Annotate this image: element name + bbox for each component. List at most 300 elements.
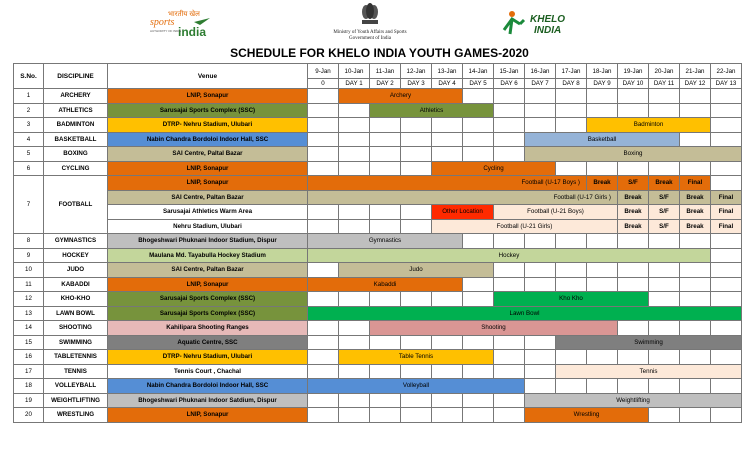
empty-day-cell <box>463 89 494 104</box>
empty-day-cell <box>339 118 370 133</box>
runner-head-icon <box>509 11 515 17</box>
schedule-row <box>14 234 742 249</box>
event-block: Break <box>618 205 649 220</box>
schedule-row <box>14 248 742 263</box>
day-cell: DAY 2 <box>370 79 401 89</box>
schedule-row <box>14 350 742 365</box>
row-number: 4 <box>14 132 44 147</box>
empty-day-cell <box>370 408 401 423</box>
empty-day-cell <box>339 219 370 234</box>
empty-day-cell <box>711 321 742 336</box>
empty-day-cell <box>587 350 618 365</box>
empty-day-cell <box>556 277 587 292</box>
day-cell: 0 <box>308 79 339 89</box>
empty-day-cell <box>308 350 339 365</box>
empty-day-cell <box>525 89 556 104</box>
day-cell: DAY 6 <box>494 79 525 89</box>
empty-day-cell <box>711 103 742 118</box>
empty-day-cell <box>463 393 494 408</box>
event-block: Final <box>711 190 742 205</box>
empty-day-cell <box>339 103 370 118</box>
event-block: Break <box>680 190 711 205</box>
empty-day-cell <box>339 161 370 176</box>
day-cell: DAY 10 <box>618 79 649 89</box>
event-block: Break <box>618 190 649 205</box>
event-block: S/F <box>649 219 680 234</box>
row-number: 17 <box>14 364 44 379</box>
row-number: 13 <box>14 306 44 321</box>
left-logo-country: india <box>178 25 207 38</box>
empty-day-cell <box>494 89 525 104</box>
empty-day-cell <box>525 277 556 292</box>
event-block: Table Tennis <box>339 350 494 365</box>
schedule-row <box>14 263 742 278</box>
row-number: 2 <box>14 103 44 118</box>
row-number: 7 <box>14 176 44 234</box>
swoosh-icon <box>194 18 210 25</box>
day-cell: DAY 7 <box>525 79 556 89</box>
empty-day-cell <box>587 89 618 104</box>
empty-day-cell <box>401 132 432 147</box>
empty-day-cell <box>494 350 525 365</box>
venue-name: Sarusajai Sports Complex (SSC) <box>108 103 308 118</box>
schedule-row <box>14 364 742 379</box>
empty-day-cell <box>308 292 339 307</box>
schedule-row <box>14 147 742 162</box>
empty-day-cell <box>587 379 618 394</box>
empty-day-cell <box>463 335 494 350</box>
venue-name: Nehru Stadium, Ulubari <box>108 219 308 234</box>
empty-day-cell <box>587 161 618 176</box>
row-number: 3 <box>14 118 44 133</box>
empty-day-cell <box>370 147 401 162</box>
discipline-name: KHO-KHO <box>44 292 108 307</box>
event-block: Kabaddi <box>308 277 463 292</box>
day-cell: DAY 11 <box>649 79 680 89</box>
empty-day-cell <box>711 350 742 365</box>
event-block: Athletics <box>370 103 494 118</box>
empty-day-cell <box>556 379 587 394</box>
empty-day-cell <box>680 292 711 307</box>
event-block: Kho Kho <box>494 292 649 307</box>
venue-name: Maulana Md. Tayabulla Hockey Stadium <box>108 248 308 263</box>
empty-day-cell <box>618 350 649 365</box>
empty-day-cell <box>308 89 339 104</box>
empty-day-cell <box>308 263 339 278</box>
empty-day-cell <box>556 263 587 278</box>
schedule-row <box>14 103 742 118</box>
date-cell: 17-Jan <box>556 64 587 79</box>
event-block: Final <box>711 219 742 234</box>
schedule-row <box>14 321 742 336</box>
row-number: 16 <box>14 350 44 365</box>
empty-day-cell <box>463 118 494 133</box>
page-title: SCHEDULE FOR KHELO INDIA YOUTH GAMES-2020 <box>230 46 529 60</box>
empty-day-cell <box>494 263 525 278</box>
event-block: Badminton <box>587 118 711 133</box>
empty-day-cell <box>370 205 401 220</box>
discipline-name: ATHLETICS <box>44 103 108 118</box>
empty-day-cell <box>401 205 432 220</box>
left-logo-brand: sports <box>150 17 175 28</box>
empty-day-cell <box>649 277 680 292</box>
schedule-table <box>13 63 742 423</box>
empty-day-cell <box>401 393 432 408</box>
discipline-name: HOCKEY <box>44 248 108 263</box>
discipline-name: FOOTBALL <box>44 176 108 234</box>
venue-name: Nabin Chandra Bordoloi Indoor Hall, SSC <box>108 379 308 394</box>
empty-day-cell <box>401 161 432 176</box>
empty-day-cell <box>525 234 556 249</box>
day-cell: DAY 8 <box>556 79 587 89</box>
empty-day-cell <box>432 292 463 307</box>
date-cell: 15-Jan <box>494 64 525 79</box>
sports-authority-logo <box>150 8 245 38</box>
empty-day-cell <box>432 335 463 350</box>
schedule-row <box>14 219 742 234</box>
row-number: 10 <box>14 263 44 278</box>
event-block: Hockey <box>308 248 711 263</box>
discipline-name: JUDO <box>44 263 108 278</box>
venue-name: Bhogeshwari Phuknani Indoor Satdium, Dispur <box>108 393 308 408</box>
empty-day-cell <box>308 393 339 408</box>
empty-day-cell <box>308 321 339 336</box>
schedule-row <box>14 306 742 321</box>
schedule-row <box>14 176 742 191</box>
discipline-header: DISCIPLINE <box>44 64 108 89</box>
venue-name: Sarusajai Sports Complex (SSC) <box>108 292 308 307</box>
empty-day-cell <box>401 118 432 133</box>
venue-name: Sarusajai Sports Complex (SSC) <box>108 306 308 321</box>
khelo-india-logo <box>500 8 580 38</box>
empty-day-cell <box>711 277 742 292</box>
empty-day-cell <box>556 103 587 118</box>
event-block: Break <box>649 176 680 191</box>
sno-header: S.No. <box>14 64 44 89</box>
empty-day-cell <box>494 132 525 147</box>
event-block: Judo <box>339 263 494 278</box>
empty-day-cell <box>401 364 432 379</box>
empty-day-cell <box>556 161 587 176</box>
empty-day-cell <box>711 234 742 249</box>
empty-day-cell <box>556 234 587 249</box>
empty-day-cell <box>339 393 370 408</box>
event-block: Break <box>587 176 618 191</box>
empty-day-cell <box>618 103 649 118</box>
event-block: S/F <box>649 205 680 220</box>
venue-name: Nabin Chandra Bordoloi Indoor Hall, SSC <box>108 132 308 147</box>
day-cell: DAY 4 <box>432 79 463 89</box>
venue-name: Tennis Court , Chachal <box>108 364 308 379</box>
empty-day-cell <box>494 234 525 249</box>
date-header-row <box>14 64 742 79</box>
discipline-name: BADMINTON <box>44 118 108 133</box>
event-block: Break <box>618 219 649 234</box>
empty-day-cell <box>339 132 370 147</box>
right-logo-line2: INDIA <box>534 25 562 36</box>
date-cell: 14-Jan <box>463 64 494 79</box>
ministry-line-1: Ministry of Youth Affairs and Sports <box>333 30 407 35</box>
empty-day-cell <box>587 277 618 292</box>
empty-day-cell <box>401 292 432 307</box>
empty-day-cell <box>618 89 649 104</box>
empty-day-cell <box>649 321 680 336</box>
date-cell: 20-Jan <box>649 64 680 79</box>
date-cell: 16-Jan <box>525 64 556 79</box>
empty-day-cell <box>339 364 370 379</box>
empty-day-cell <box>339 205 370 220</box>
empty-day-cell <box>432 118 463 133</box>
empty-day-cell <box>525 263 556 278</box>
schedule-row <box>14 118 742 133</box>
empty-day-cell <box>649 263 680 278</box>
schedule-row <box>14 379 742 394</box>
schedule-row <box>14 161 742 176</box>
event-block: Basketball <box>525 132 680 147</box>
empty-day-cell <box>370 393 401 408</box>
date-cell: 18-Jan <box>587 64 618 79</box>
empty-day-cell <box>494 103 525 118</box>
empty-day-cell <box>649 161 680 176</box>
empty-day-cell <box>463 234 494 249</box>
venue-name: Kahilipara Shooting Ranges <box>108 321 308 336</box>
empty-day-cell <box>680 263 711 278</box>
date-cell: 9-Jan <box>308 64 339 79</box>
empty-day-cell <box>711 161 742 176</box>
venue-name: LNIP, Sonapur <box>108 277 308 292</box>
empty-day-cell <box>370 219 401 234</box>
empty-day-cell <box>308 118 339 133</box>
discipline-name: VOLLEYBALL <box>44 379 108 394</box>
date-cell: 21-Jan <box>680 64 711 79</box>
empty-day-cell <box>308 103 339 118</box>
venue-name: LNIP, Sonapur <box>108 89 308 104</box>
left-logo-tagline: AUTHORITY OF INDIA <box>150 29 182 33</box>
row-number: 18 <box>14 379 44 394</box>
event-block: Football (U-21 Girls) <box>432 219 618 234</box>
event-block: Tennis <box>556 364 742 379</box>
empty-day-cell <box>401 335 432 350</box>
empty-day-cell <box>463 277 494 292</box>
empty-day-cell <box>618 234 649 249</box>
empty-day-cell <box>680 234 711 249</box>
empty-day-cell <box>618 379 649 394</box>
empty-day-cell <box>432 408 463 423</box>
empty-day-cell <box>463 408 494 423</box>
discipline-name: BASKETBALL <box>44 132 108 147</box>
event-block: S/F <box>618 176 649 191</box>
schedule-row <box>14 277 742 292</box>
empty-day-cell <box>494 118 525 133</box>
empty-day-cell <box>339 408 370 423</box>
row-number: 8 <box>14 234 44 249</box>
empty-day-cell <box>308 219 339 234</box>
event-block: Break <box>680 219 711 234</box>
date-cell: 12-Jan <box>401 64 432 79</box>
date-cell: 10-Jan <box>339 64 370 79</box>
venue-name: LNIP, Sonapur <box>108 161 308 176</box>
day-cell: DAY 1 <box>339 79 370 89</box>
venue-name: Sarusajai Athletics Warm Area <box>108 205 308 220</box>
schedule-row <box>14 89 742 104</box>
empty-day-cell <box>711 263 742 278</box>
row-number: 9 <box>14 248 44 263</box>
empty-day-cell <box>618 277 649 292</box>
venue-name: DTRP- Nehru Stadium, Ulubari <box>108 350 308 365</box>
row-number: 12 <box>14 292 44 307</box>
empty-day-cell <box>618 161 649 176</box>
empty-day-cell <box>680 89 711 104</box>
row-number: 6 <box>14 161 44 176</box>
empty-day-cell <box>308 132 339 147</box>
venue-name: SAI Centre, Paltan Bazar <box>108 190 308 205</box>
empty-day-cell <box>494 364 525 379</box>
empty-day-cell <box>339 321 370 336</box>
empty-day-cell <box>370 161 401 176</box>
empty-day-cell <box>463 132 494 147</box>
empty-day-cell <box>649 234 680 249</box>
empty-day-cell <box>680 277 711 292</box>
empty-day-cell <box>308 408 339 423</box>
empty-day-cell <box>339 335 370 350</box>
event-block: Final <box>680 176 711 191</box>
empty-day-cell <box>587 263 618 278</box>
venue-name: SAI Centre, Paltal Bazar <box>108 147 308 162</box>
date-cell: 22-Jan <box>711 64 742 79</box>
day-cell: DAY 12 <box>680 79 711 89</box>
empty-day-cell <box>525 118 556 133</box>
venue-header: Venue <box>108 64 308 89</box>
event-block: Cycling <box>432 161 556 176</box>
empty-day-cell <box>432 364 463 379</box>
event-block: Lawn Bowl <box>308 306 742 321</box>
row-number: 11 <box>14 277 44 292</box>
empty-day-cell <box>463 364 494 379</box>
event-block: Archery <box>339 89 463 104</box>
event-block: Volleyball <box>308 379 525 394</box>
row-number: 14 <box>14 321 44 336</box>
discipline-name: BOXING <box>44 147 108 162</box>
empty-day-cell <box>711 176 742 191</box>
day-cell: DAY 9 <box>587 79 618 89</box>
empty-day-cell <box>711 118 742 133</box>
empty-day-cell <box>525 379 556 394</box>
event-block: Weightlifting <box>525 393 742 408</box>
discipline-name: LAWN BOWL <box>44 306 108 321</box>
event-block: Break <box>680 205 711 220</box>
empty-day-cell <box>680 132 711 147</box>
empty-day-cell <box>711 408 742 423</box>
empty-day-cell <box>711 132 742 147</box>
empty-day-cell <box>711 248 742 263</box>
schedule-row <box>14 408 742 423</box>
empty-day-cell <box>525 364 556 379</box>
schedule-row <box>14 205 742 220</box>
empty-day-cell <box>401 219 432 234</box>
event-block: Shooting <box>370 321 618 336</box>
empty-day-cell <box>370 292 401 307</box>
empty-day-cell <box>587 103 618 118</box>
row-number: 15 <box>14 335 44 350</box>
empty-day-cell <box>308 335 339 350</box>
discipline-name: TENNIS <box>44 364 108 379</box>
right-logo-line1: KHELO <box>530 14 565 25</box>
day-cell: DAY 3 <box>401 79 432 89</box>
empty-day-cell <box>649 89 680 104</box>
discipline-name: SHOOTING <box>44 321 108 336</box>
event-block: Wrestling <box>525 408 649 423</box>
empty-day-cell <box>680 161 711 176</box>
venue-name: LNIP, Sonapur <box>108 408 308 423</box>
discipline-name: CYCLING <box>44 161 108 176</box>
row-number: 5 <box>14 147 44 162</box>
empty-day-cell <box>649 292 680 307</box>
empty-day-cell <box>649 379 680 394</box>
empty-day-cell <box>308 364 339 379</box>
ministry-line-2: Government of India <box>349 36 391 41</box>
date-cell: 19-Jan <box>618 64 649 79</box>
empty-day-cell <box>618 321 649 336</box>
venue-name: DTRP- Nehru Stadium, Ulubari <box>108 118 308 133</box>
empty-day-cell <box>370 132 401 147</box>
schedule-row <box>14 393 742 408</box>
empty-day-cell <box>494 277 525 292</box>
date-cell: 13-Jan <box>432 64 463 79</box>
empty-day-cell <box>525 350 556 365</box>
event-block: Gymnastics <box>308 234 463 249</box>
empty-day-cell <box>556 118 587 133</box>
schedule-row <box>14 335 742 350</box>
empty-day-cell <box>525 103 556 118</box>
empty-day-cell <box>494 408 525 423</box>
empty-day-cell <box>680 321 711 336</box>
discipline-name: KABADDI <box>44 277 108 292</box>
schedule-row <box>14 292 742 307</box>
event-block: Swimming <box>556 335 742 350</box>
runner-icon <box>504 19 524 34</box>
row-number: 19 <box>14 393 44 408</box>
venue-name: LNIP, Sonapur <box>108 176 308 191</box>
empty-day-cell <box>649 103 680 118</box>
empty-day-cell <box>680 103 711 118</box>
event-block: S/F <box>649 190 680 205</box>
day-cell: DAY 13 <box>711 79 742 89</box>
empty-day-cell <box>649 408 680 423</box>
event-block: Other Location <box>432 205 494 220</box>
empty-day-cell <box>432 132 463 147</box>
empty-day-cell <box>649 350 680 365</box>
venue-name: SAI Centre, Paltan Bazar <box>108 263 308 278</box>
empty-day-cell <box>370 335 401 350</box>
discipline-name: TABLETENNIS <box>44 350 108 365</box>
empty-day-cell <box>711 379 742 394</box>
discipline-name: SWIMMING <box>44 335 108 350</box>
empty-day-cell <box>680 350 711 365</box>
event-block: Boxing <box>525 147 742 162</box>
empty-day-cell <box>463 147 494 162</box>
event-block: Football (U-17 Girls ) <box>308 190 618 205</box>
empty-day-cell <box>370 118 401 133</box>
discipline-name: ARCHERY <box>44 89 108 104</box>
empty-day-cell <box>711 89 742 104</box>
empty-day-cell <box>494 393 525 408</box>
empty-day-cell <box>401 408 432 423</box>
empty-day-cell <box>432 393 463 408</box>
schedule-row <box>14 132 742 147</box>
row-number: 1 <box>14 89 44 104</box>
empty-day-cell <box>680 379 711 394</box>
discipline-name: WEIGHTLIFTING <box>44 393 108 408</box>
